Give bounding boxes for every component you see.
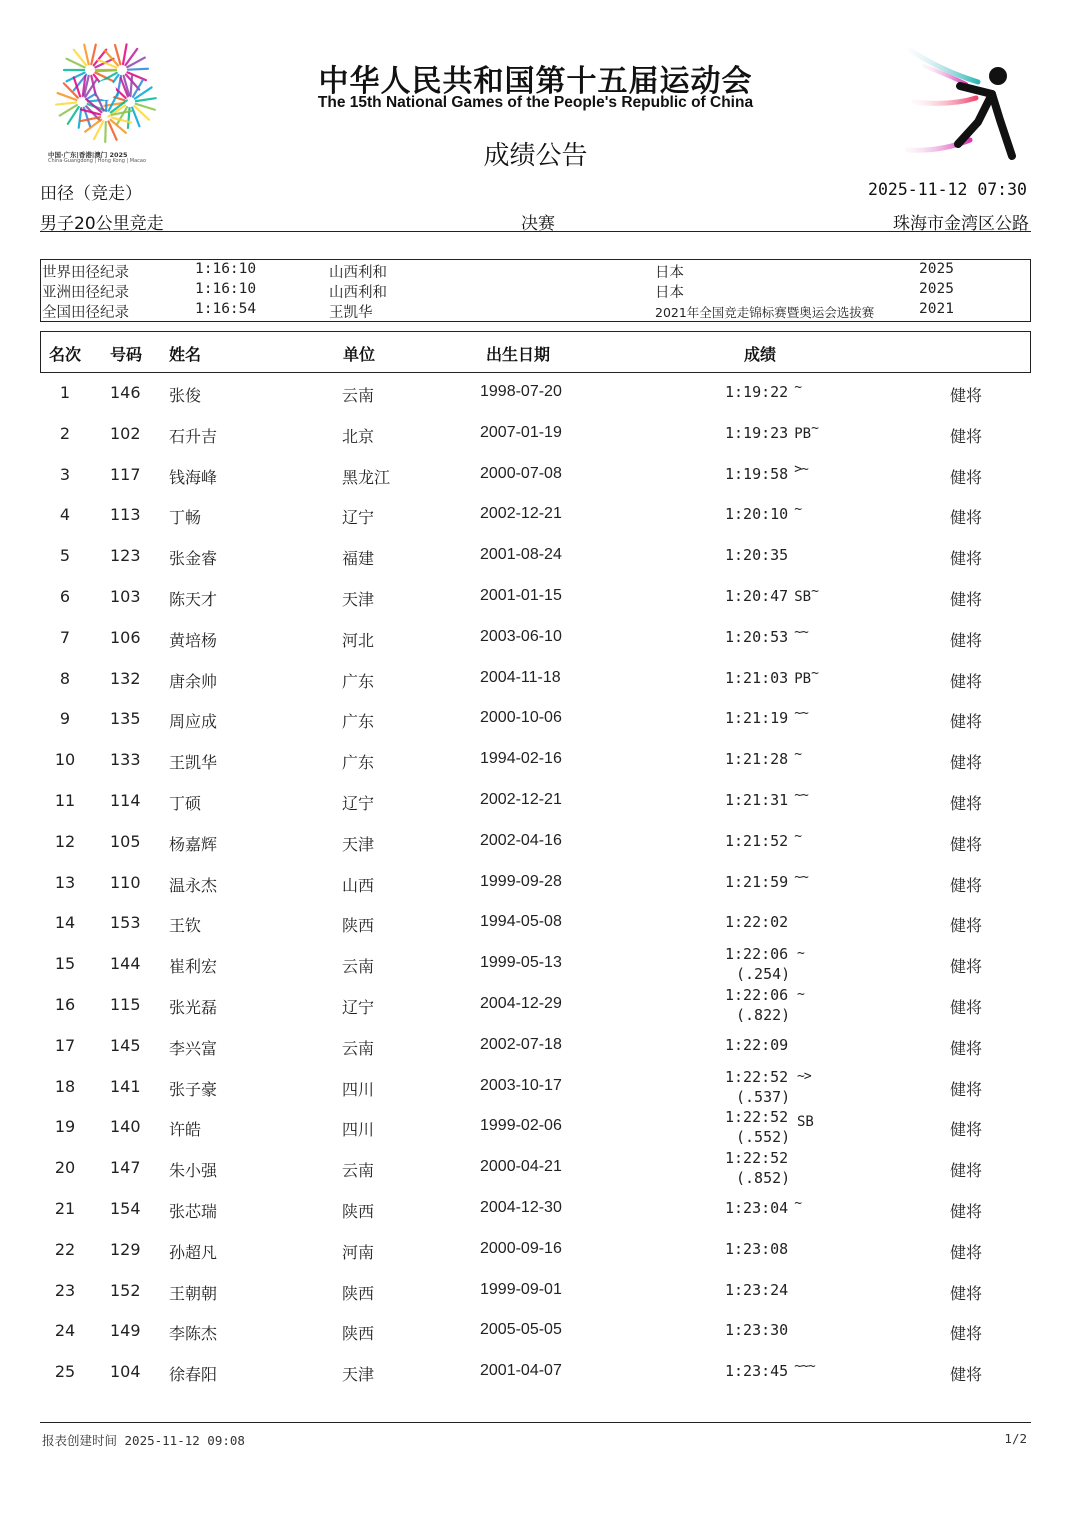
bib-cell: 133 bbox=[110, 750, 141, 770]
table-row bbox=[40, 454, 1031, 495]
logo-left-caption-en: China·Guangdong | Hong Kong | Macao bbox=[48, 158, 147, 164]
warning-marks: ~ bbox=[794, 828, 802, 844]
birth-date-cell: 2002-07-18 bbox=[480, 1035, 562, 1053]
grade-level-cell: 健将 bbox=[950, 1079, 983, 1099]
result-time-value: 1:22:52 bbox=[725, 1149, 789, 1168]
table-row bbox=[40, 576, 1031, 617]
rank-cell: 21 bbox=[54, 1199, 76, 1218]
warning-marks: ~~ bbox=[794, 869, 808, 885]
bib-cell: 132 bbox=[110, 668, 141, 688]
result-time bbox=[725, 788, 808, 809]
rank-cell: 4 bbox=[59, 505, 71, 525]
bib-cell: 154 bbox=[110, 1199, 141, 1218]
column-name: 姓名 bbox=[169, 345, 202, 364]
grade-level-cell: 健将 bbox=[950, 1283, 983, 1303]
result-time bbox=[725, 1107, 790, 1147]
bib-cell: 152 bbox=[110, 1280, 141, 1300]
grade-level-cell: 健将 bbox=[950, 1120, 983, 1140]
athlete-name: 周应成 bbox=[169, 712, 218, 732]
record-note: SB bbox=[794, 589, 812, 605]
bib-cell: 114 bbox=[110, 791, 141, 810]
grade-level-cell: 健将 bbox=[950, 671, 983, 691]
result-time-value: 1:22:06 bbox=[725, 945, 789, 964]
result-time-value: 1:19:22 bbox=[725, 383, 789, 401]
result-time-value: 1:21:52 bbox=[725, 831, 789, 850]
rank-cell: 6 bbox=[59, 587, 71, 606]
record-note: PB bbox=[794, 670, 812, 687]
birth-date-cell: 2003-10-17 bbox=[480, 1076, 562, 1094]
grade-level-cell: 健将 bbox=[950, 712, 983, 732]
record-holder: 王凯华 bbox=[329, 305, 373, 321]
bib-cell: 129 bbox=[110, 1239, 141, 1259]
grade-level-cell: 健将 bbox=[950, 508, 983, 528]
result-time bbox=[725, 1321, 788, 1339]
team-cell: 广东 bbox=[342, 753, 375, 773]
event-name: 男子20公里竞走 bbox=[40, 214, 164, 234]
table-row bbox=[40, 1147, 1031, 1188]
footer-divider bbox=[40, 1422, 1031, 1423]
event-datetime: 2025-11-12 07:30 bbox=[868, 180, 1027, 199]
athlete-name: 徐春阳 bbox=[169, 1365, 218, 1385]
records-table bbox=[40, 259, 1031, 322]
record-time: 1:16:10 bbox=[195, 281, 257, 297]
team-cell: 辽宁 bbox=[342, 998, 375, 1017]
rank-cell: 19 bbox=[54, 1117, 76, 1137]
column-bib: 号码 bbox=[110, 345, 143, 364]
grade-level-cell: 健将 bbox=[950, 794, 983, 813]
rank-cell: 23 bbox=[54, 1280, 76, 1300]
grade-level-cell: 健将 bbox=[950, 630, 983, 650]
result-time bbox=[725, 461, 808, 483]
table-row bbox=[40, 1106, 1031, 1147]
result-time-value: 1:21:28 bbox=[725, 750, 789, 769]
rank-cell: 7 bbox=[59, 627, 71, 647]
birth-date-cell: 2004-12-29 bbox=[480, 995, 562, 1012]
bib-cell: 117 bbox=[110, 464, 141, 484]
athlete-name: 唐余帅 bbox=[169, 671, 218, 691]
bib-cell: 149 bbox=[110, 1321, 141, 1341]
rank-cell: 2 bbox=[59, 423, 71, 443]
team-cell: 辽宁 bbox=[342, 508, 375, 528]
bib-cell: 110 bbox=[110, 872, 141, 892]
team-cell: 广东 bbox=[342, 671, 375, 691]
warning-marks: ~ bbox=[794, 1196, 802, 1211]
grade-level-cell: 健将 bbox=[950, 875, 983, 895]
table-row bbox=[40, 943, 1031, 984]
athlete-name: 李兴富 bbox=[169, 1038, 218, 1058]
grade-level-cell: 健将 bbox=[950, 1242, 983, 1262]
rank-cell: 8 bbox=[59, 668, 71, 688]
athlete-name: 王凯华 bbox=[169, 753, 218, 773]
table-row bbox=[40, 413, 1031, 454]
result-time-value: 1:21:31 bbox=[725, 791, 789, 809]
table-row bbox=[40, 821, 1031, 862]
result-time bbox=[725, 828, 802, 850]
rank-cell: 12 bbox=[54, 831, 76, 851]
table-row bbox=[40, 1310, 1031, 1351]
result-time-value: 1:20:10 bbox=[725, 505, 789, 524]
warning-marks: ~ bbox=[811, 665, 818, 681]
birth-date-cell: 2004-11-18 bbox=[480, 668, 561, 686]
result-time-value: 1:23:24 bbox=[725, 1280, 789, 1299]
result-time bbox=[725, 380, 802, 401]
team-cell: 黑龙江 bbox=[342, 467, 391, 487]
table-row bbox=[40, 780, 1031, 821]
rank-cell: 24 bbox=[54, 1321, 76, 1341]
grade-level-cell: 健将 bbox=[950, 1365, 983, 1385]
record-note: PB bbox=[794, 425, 812, 442]
grade-level-cell: 健将 bbox=[950, 426, 983, 446]
bib-cell: 140 bbox=[110, 1117, 141, 1137]
grade-level-cell: 健将 bbox=[950, 1038, 983, 1058]
rank-cell: 17 bbox=[54, 1035, 76, 1055]
birth-date-cell: 2007-01-19 bbox=[480, 423, 562, 441]
rank-cell: 16 bbox=[54, 995, 76, 1014]
result-time bbox=[725, 1240, 788, 1258]
team-cell: 云南 bbox=[342, 1038, 375, 1058]
event-round: 决赛 bbox=[521, 214, 555, 234]
table-row bbox=[40, 698, 1031, 739]
birth-date-cell: 2003-06-10 bbox=[480, 627, 562, 645]
warning-marks: ~~ bbox=[794, 706, 808, 722]
warning-marks: ~ bbox=[794, 747, 802, 763]
result-time bbox=[725, 584, 818, 605]
athlete-name: 温永杰 bbox=[169, 875, 218, 895]
birth-date-cell: 1994-02-16 bbox=[480, 750, 562, 768]
athlete-name: 李陈杰 bbox=[169, 1324, 218, 1344]
athlete-name: 石升吉 bbox=[169, 426, 218, 446]
grade-level-cell: 健将 bbox=[950, 1161, 983, 1181]
rank-cell: 5 bbox=[59, 546, 71, 566]
grade-level-cell: 健将 bbox=[950, 753, 983, 773]
result-time bbox=[725, 1196, 802, 1217]
record-type: 全国田径纪录 bbox=[42, 305, 129, 321]
birth-date-cell: 2000-09-16 bbox=[480, 1239, 562, 1257]
warning-marks: ~ bbox=[794, 380, 802, 395]
result-time-value: 1:22:09 bbox=[725, 1035, 789, 1054]
grade-level-cell: 健将 bbox=[950, 590, 983, 609]
record-row bbox=[41, 301, 1030, 321]
bib-cell: 123 bbox=[110, 546, 141, 566]
warning-marks: ~~ bbox=[794, 624, 808, 640]
games-title-cn: 中华人民共和国第十五届运动会 bbox=[318, 64, 753, 99]
result-time bbox=[725, 944, 790, 984]
bib-cell: 105 bbox=[110, 831, 141, 851]
team-cell: 山西 bbox=[342, 875, 375, 895]
result-time-value: 1:19:23 bbox=[725, 423, 789, 442]
result-time bbox=[725, 1067, 790, 1107]
record-nation: 日本 bbox=[655, 285, 684, 301]
grade-level-cell: 健将 bbox=[950, 1324, 983, 1344]
warning-marks: ~> bbox=[797, 1068, 811, 1084]
bib-cell: 104 bbox=[110, 1362, 141, 1382]
record-nation: 日本 bbox=[655, 265, 684, 281]
birth-date-cell: 1999-09-01 bbox=[480, 1280, 562, 1298]
record-note: SB bbox=[797, 1114, 814, 1131]
result-annotations bbox=[797, 946, 804, 967]
bib-cell: 103 bbox=[110, 587, 141, 606]
results-table-header bbox=[40, 331, 1031, 373]
birth-date-cell: 2000-07-08 bbox=[480, 464, 562, 482]
birth-date-cell: 2001-08-24 bbox=[480, 546, 562, 564]
rank-cell: 18 bbox=[54, 1076, 76, 1096]
warning-marks: ~ bbox=[797, 987, 804, 1002]
birth-date-cell: 1998-07-20 bbox=[480, 383, 562, 400]
record-year: 2021 bbox=[919, 301, 954, 317]
birth-date-cell: 2001-01-15 bbox=[480, 587, 562, 604]
grade-level-cell: 健将 bbox=[950, 386, 983, 405]
page-number: 1/2 bbox=[1004, 1431, 1027, 1446]
rank-cell: 25 bbox=[54, 1362, 76, 1382]
result-time bbox=[725, 420, 818, 442]
table-row bbox=[40, 1025, 1031, 1066]
table-row bbox=[40, 494, 1031, 535]
result-time bbox=[725, 502, 802, 524]
result-time bbox=[725, 1148, 790, 1188]
birth-date-cell: 2005-05-05 bbox=[480, 1321, 562, 1339]
result-annotations bbox=[797, 1068, 811, 1090]
column-rank: 名次 bbox=[49, 345, 82, 364]
grade-level-cell: 健将 bbox=[950, 1202, 983, 1221]
rank-cell: 9 bbox=[59, 709, 71, 729]
rank-cell: 15 bbox=[54, 954, 76, 974]
record-holder: 山西利和 bbox=[329, 285, 387, 301]
team-cell: 天津 bbox=[342, 1365, 375, 1385]
bib-cell: 147 bbox=[110, 1158, 141, 1178]
bib-cell: 141 bbox=[110, 1076, 141, 1096]
page-title: 成绩公告 bbox=[483, 141, 588, 171]
rank-cell: 13 bbox=[54, 872, 76, 892]
team-cell: 陕西 bbox=[342, 1324, 375, 1344]
team-cell: 陕西 bbox=[342, 1283, 375, 1303]
result-time bbox=[725, 1281, 788, 1299]
athlete-name: 杨嘉辉 bbox=[169, 834, 218, 854]
team-cell: 云南 bbox=[342, 386, 375, 405]
sport-label: 田径（竞走） bbox=[40, 184, 142, 204]
record-type: 世界田径纪录 bbox=[42, 265, 129, 281]
warning-marks: ~ bbox=[811, 584, 818, 599]
result-time-value: 1:22:52 bbox=[725, 1108, 789, 1127]
grade-level-cell: 健将 bbox=[950, 549, 983, 569]
result-time-value: 1:22:06 bbox=[725, 986, 789, 1004]
table-row bbox=[40, 617, 1031, 658]
table-row bbox=[40, 1229, 1031, 1270]
table-row bbox=[40, 658, 1031, 699]
table-row bbox=[40, 1351, 1031, 1392]
column-result: 成绩 bbox=[744, 345, 777, 364]
athlete-name: 钱海峰 bbox=[169, 467, 218, 487]
result-time bbox=[725, 1359, 815, 1381]
warning-marks: ~~~ bbox=[794, 1359, 815, 1375]
athlete-name: 王钦 bbox=[169, 916, 202, 936]
record-holder: 山西利和 bbox=[329, 265, 387, 281]
rank-cell: 22 bbox=[54, 1239, 76, 1259]
athlete-name: 陈天才 bbox=[169, 590, 218, 609]
table-row bbox=[40, 902, 1031, 943]
team-cell: 云南 bbox=[342, 957, 375, 977]
birth-date-cell: 2002-12-21 bbox=[480, 791, 562, 808]
table-row bbox=[40, 984, 1031, 1025]
bib-cell: 145 bbox=[110, 1035, 141, 1055]
result-time-value: 1:20:35 bbox=[725, 546, 789, 565]
team-cell: 辽宁 bbox=[342, 794, 375, 813]
athlete-name: 黄培杨 bbox=[169, 630, 218, 650]
record-event: 2021年全国竞走锦标赛暨奥运会选拔赛 bbox=[655, 305, 875, 320]
birth-date-cell: 1999-09-28 bbox=[480, 872, 562, 890]
team-cell: 四川 bbox=[342, 1120, 375, 1140]
team-cell: 四川 bbox=[342, 1079, 375, 1099]
birth-date-cell: 1994-05-08 bbox=[480, 913, 562, 931]
result-time bbox=[725, 706, 808, 728]
warning-marks: >~ bbox=[794, 461, 808, 477]
birth-date-cell: 1999-02-06 bbox=[480, 1117, 562, 1135]
result-time-value: 1:23:08 bbox=[725, 1239, 789, 1258]
tie-break-value: (.552) bbox=[736, 1128, 791, 1147]
result-time bbox=[725, 913, 788, 931]
result-time-value: 1:21:59 bbox=[725, 872, 789, 891]
athlete-name: 张光磊 bbox=[169, 998, 218, 1017]
record-type: 亚洲田径纪录 bbox=[42, 285, 129, 301]
column-dob: 出生日期 bbox=[486, 345, 551, 364]
result-time-value: 1:19:58 bbox=[725, 464, 789, 483]
team-cell: 广东 bbox=[342, 712, 375, 732]
birth-date-cell: 2000-04-21 bbox=[480, 1158, 562, 1176]
header-divider bbox=[40, 231, 1031, 232]
warning-marks: ~ bbox=[794, 502, 802, 518]
athlete-name: 张金睿 bbox=[169, 549, 218, 569]
bib-cell: 115 bbox=[110, 995, 141, 1014]
grade-level-cell: 健将 bbox=[950, 998, 983, 1017]
team-cell: 云南 bbox=[342, 1161, 375, 1181]
result-time-value: 1:23:45 bbox=[725, 1362, 789, 1381]
result-time-value: 1:20:47 bbox=[725, 587, 789, 605]
bib-cell: 135 bbox=[110, 709, 141, 729]
team-cell: 河北 bbox=[342, 630, 375, 650]
bib-cell: 146 bbox=[110, 383, 141, 402]
rank-cell: 1 bbox=[59, 383, 71, 402]
table-row bbox=[40, 535, 1031, 576]
bib-cell: 106 bbox=[110, 627, 141, 647]
birth-date-cell: 2000-10-06 bbox=[480, 709, 562, 727]
tie-break-value: (.254) bbox=[736, 965, 791, 984]
rank-cell: 20 bbox=[54, 1158, 76, 1178]
team-cell: 天津 bbox=[342, 590, 375, 609]
athlete-name: 朱小强 bbox=[169, 1161, 218, 1181]
table-row bbox=[40, 1188, 1031, 1229]
tie-break-value: (.822) bbox=[736, 1006, 791, 1024]
bib-cell: 144 bbox=[110, 954, 141, 974]
grade-level-cell: 健将 bbox=[950, 916, 983, 936]
result-time-value: 1:22:02 bbox=[725, 913, 789, 932]
warning-marks: ~ bbox=[797, 946, 804, 962]
rank-cell: 11 bbox=[54, 791, 76, 810]
rank-cell: 14 bbox=[54, 913, 76, 933]
result-time-value: 1:20:53 bbox=[725, 627, 789, 646]
bib-cell: 102 bbox=[110, 423, 141, 443]
result-time bbox=[725, 624, 808, 646]
grade-level-cell: 健将 bbox=[950, 957, 983, 977]
report-created-time: 报表创建时间 2025-11-12 09:08 bbox=[42, 1433, 245, 1448]
record-time: 1:16:54 bbox=[195, 301, 257, 317]
result-annotations bbox=[797, 1114, 814, 1130]
table-row bbox=[40, 1270, 1031, 1311]
athlete-name: 孙超凡 bbox=[169, 1242, 218, 1262]
result-time bbox=[725, 747, 802, 769]
result-time-value: 1:21:19 bbox=[725, 709, 789, 728]
athlete-name: 张俊 bbox=[169, 386, 202, 405]
table-row bbox=[40, 372, 1031, 413]
table-row bbox=[40, 1066, 1031, 1107]
team-cell: 北京 bbox=[342, 426, 375, 446]
team-cell: 福建 bbox=[342, 549, 375, 569]
team-cell: 陕西 bbox=[342, 1202, 375, 1221]
warning-marks: ~ bbox=[811, 420, 818, 436]
birth-date-cell: 2002-12-21 bbox=[480, 505, 562, 523]
bib-cell: 153 bbox=[110, 913, 141, 933]
tie-break-value: (.852) bbox=[736, 1169, 791, 1188]
result-time bbox=[725, 1036, 788, 1054]
record-row bbox=[41, 261, 1030, 281]
bib-cell: 113 bbox=[110, 505, 141, 525]
result-time-value: 1:22:52 bbox=[725, 1067, 789, 1086]
athlete-name: 丁硕 bbox=[169, 794, 202, 813]
athlete-name: 张芯瑞 bbox=[169, 1202, 218, 1221]
column-unit: 单位 bbox=[343, 345, 376, 364]
result-time bbox=[725, 665, 818, 687]
grade-level-cell: 健将 bbox=[950, 834, 983, 854]
birth-date-cell: 2001-04-07 bbox=[480, 1362, 562, 1380]
athlete-name: 丁畅 bbox=[169, 508, 202, 528]
result-time-value: 1:23:30 bbox=[725, 1321, 789, 1340]
result-time-value: 1:21:03 bbox=[725, 668, 789, 687]
athlete-name: 张子豪 bbox=[169, 1079, 218, 1099]
tie-break-value: (.537) bbox=[736, 1087, 791, 1106]
record-row bbox=[41, 281, 1030, 301]
team-cell: 陕西 bbox=[342, 916, 375, 936]
record-time: 1:16:10 bbox=[195, 261, 257, 277]
warning-marks: ~~ bbox=[794, 788, 808, 803]
result-time bbox=[725, 985, 790, 1025]
result-time bbox=[725, 546, 788, 564]
record-year: 2025 bbox=[919, 261, 954, 277]
result-time-value: 1:23:04 bbox=[725, 1199, 789, 1217]
birth-date-cell: 2002-04-16 bbox=[480, 831, 562, 849]
athlete-name: 许皓 bbox=[169, 1120, 202, 1140]
team-cell: 河南 bbox=[342, 1242, 375, 1262]
grade-level-cell: 健将 bbox=[950, 467, 983, 487]
event-venue: 珠海市金湾区公路 bbox=[893, 214, 1029, 234]
result-time bbox=[725, 869, 808, 891]
birth-date-cell: 1999-05-13 bbox=[480, 954, 562, 972]
games-title-en: The 15th National Games of the People's Republic of China bbox=[317, 94, 754, 111]
rank-cell: 3 bbox=[59, 464, 71, 484]
team-cell: 天津 bbox=[342, 834, 375, 854]
rank-cell: 10 bbox=[54, 750, 76, 770]
table-row bbox=[40, 739, 1031, 780]
table-row bbox=[40, 862, 1031, 903]
record-year: 2025 bbox=[919, 281, 954, 297]
logo-left-caption: 中国·广东|香港|澳门 2025 bbox=[48, 151, 128, 159]
birth-date-cell: 2004-12-30 bbox=[480, 1199, 562, 1216]
athlete-name: 王朝朝 bbox=[169, 1283, 218, 1303]
athlete-name: 崔利宏 bbox=[169, 957, 218, 977]
result-annotations bbox=[797, 987, 804, 1008]
